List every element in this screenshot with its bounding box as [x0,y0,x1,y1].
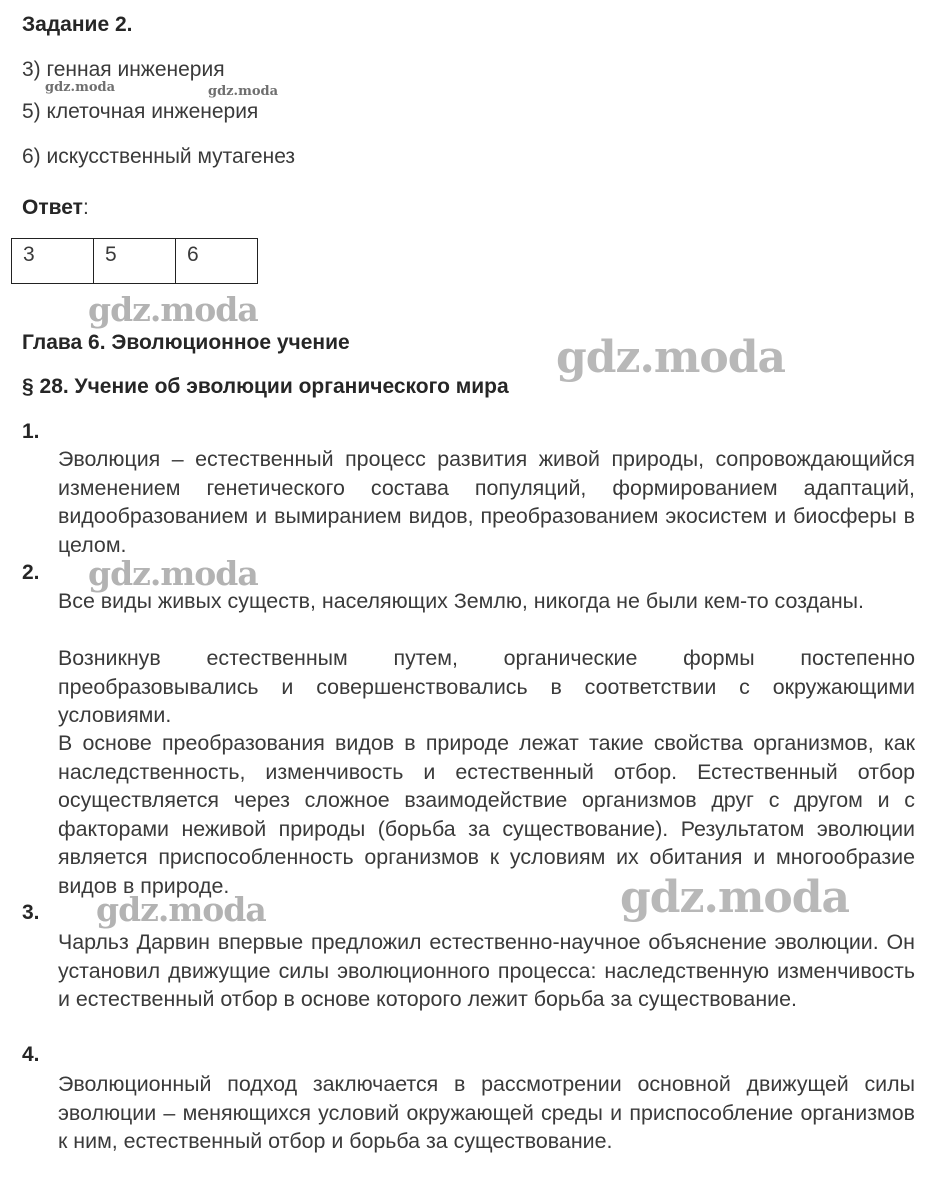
answer-paragraph: Эволюционный подход заключается в рассмотрении основной движущей силы эволюции – меняющихся условий окружающей среды и приспособление организмов к ним, естественный отбор и борьба за существование. [58,1072,915,1153]
watermark: gdz.moda [208,84,279,99]
answer-colon: : [82,196,89,219]
chapter-title: Глава 6. Эволюционное учение [22,331,350,354]
watermark: gdz.moda [96,890,266,929]
task-item-6: 6) искусственный мутагенез [22,145,296,168]
answer-paragraph: Возникнув естественным путем, органические формы постепенно преобразовывались и совершенствовались в соответствии с окружающими условиями. [58,646,915,727]
watermark: gdz.moda [556,332,786,383]
answer-row [12,239,258,284]
answer-label: Ответ [22,196,83,219]
watermark: gdz.moda [45,80,116,95]
watermark: gdz.moda [88,290,258,329]
watermark: gdz.moda [88,554,258,593]
answer-table [11,238,258,284]
task-title: Задание 2. [22,13,133,36]
watermark: gdz.moda [620,872,850,923]
task-item-3: 3) генная инженерия [22,58,225,81]
question-number: 4. [22,1043,40,1066]
question-number: 3. [22,901,40,924]
question-number: 1. [22,420,40,443]
question-number: 2. [22,561,40,584]
answer-paragraph: Все виды живых существ, населяющих Землю, никогда не были кем-то созданы. [58,589,864,613]
answer-paragraph: В основе преобразования видов в природе лежат такие свойства организмов, как наследственность, изменчивость и естественный отбор. Естественный отбор осуществляется через сложное взаимодействие организмов друг с другом и с факторами неживой природы (борьба за существование). Результатом эволюции является приспособленность организмов к условиям их обитания и многообразие видов в природе. [58,731,915,898]
answer-paragraph: Эволюция – естественный процесс развития живой природы, сопровождающийся изменением генетического состава популяций, формированием адаптаций, видообразованием и вымиранием видов, преобразованием экосистем и биосферы в целом. [58,447,915,557]
answer-cell: 5 [94,239,176,284]
answer-label-line [22,196,89,220]
answer-cell: 3 [12,239,94,284]
answer-cell: 6 [176,239,258,284]
answer-paragraph: Чарльз Дарвин впервые предложил естественно-научное объяснение эволюции. Он установил движущие силы эволюционного процесса: наследственную изменчивость и естественный отбор в основе которого лежит борьба за существование. [58,930,915,1011]
section-title: § 28. Учение об эволюции органического мира [22,375,509,398]
task-item-5: 5) клеточная инженерия [22,100,259,123]
